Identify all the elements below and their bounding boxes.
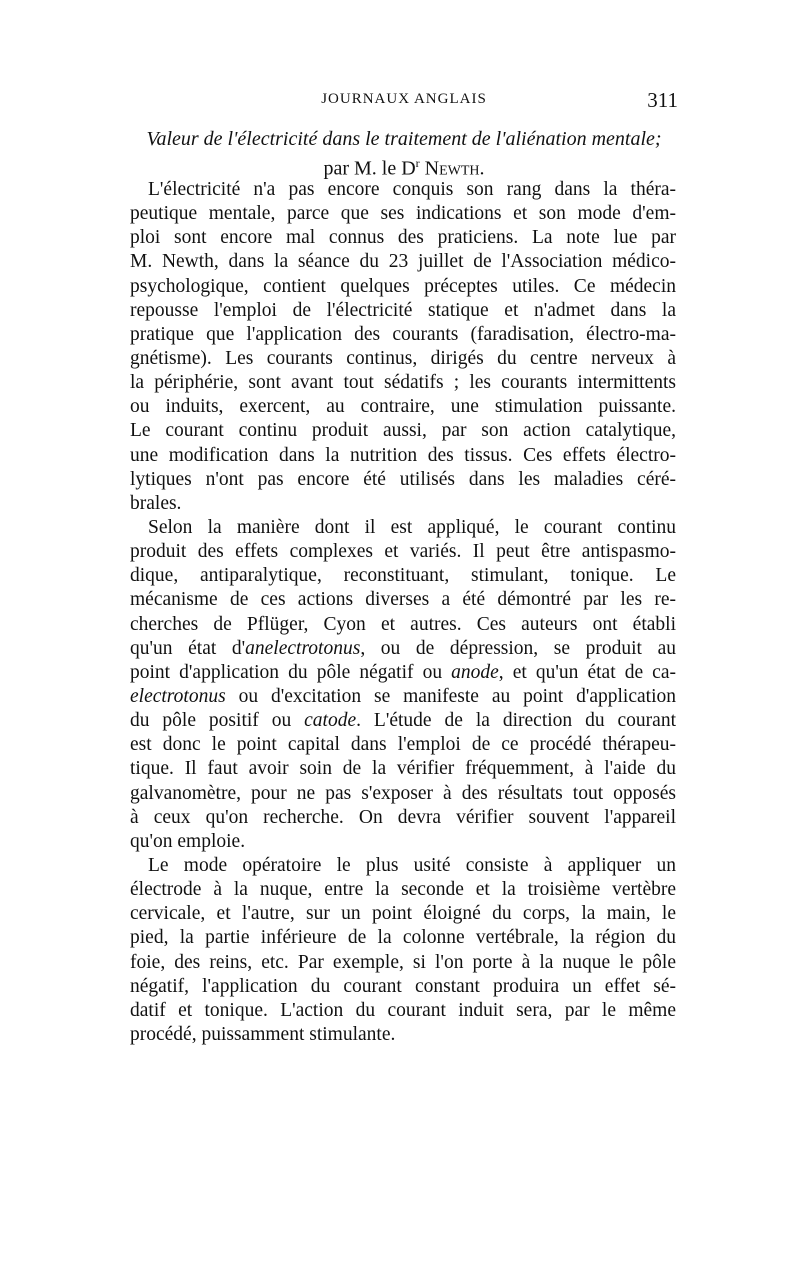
text-line: M. Newth, dans la séance du 23 juillet de l'Association médico- [130, 251, 676, 273]
running-head [130, 88, 678, 112]
text-line: procédé, puissamment stimulante. [130, 1023, 396, 1045]
text-line: Selon la manière dont il est appliqué, le courant continu [148, 516, 676, 538]
text-line: mécanisme de ces actions diverses a été démontré par les re- [130, 589, 676, 611]
text-line: électrode à la nuque, entre la seconde et la troisième vertèbre [130, 879, 676, 901]
text-line: tique. Il faut avoir soin de la vérifier fréquemment, à l'aide du [130, 758, 676, 780]
text-line: dique, antiparalytique, reconstituant, stimulant, tonique. Le [130, 565, 676, 587]
text-line: cherches de Pflüger, Cyon et autres. Ces auteurs ont établi [130, 613, 676, 635]
text-line: la périphérie, sont avant tout sédatifs ; les courants intermittents [130, 372, 676, 394]
text-line: lytiques n'ont pas encore été utilisés dans les maladies céré- [130, 468, 676, 490]
body-text [130, 178, 676, 1047]
text-line: ou induits, exercent, au contraire, une stimulation puissante. [130, 396, 676, 418]
text-line: produit des effets complexes et variés. Il peut être antispasmo- [130, 541, 676, 563]
text-line: cervicale, et l'autre, sur un point éloigné du corps, la main, le [130, 903, 676, 925]
text-line: pied, la partie inférieure de la colonne vertébrale, la région du [130, 927, 676, 949]
byline-superscript: r [415, 156, 420, 170]
text-line: est donc le point capital dans l'emploi de ce procédé thérapeu- [130, 734, 676, 756]
text-line: repousse l'emploi de l'électricité statique et n'admet dans la [130, 299, 676, 321]
article-byline [130, 151, 678, 181]
text-line: du pôle positif ou catode. L'étude de la direction du courant [130, 710, 676, 732]
text-line: L'électricité n'a pas encore conquis son rang dans la théra- [148, 179, 676, 200]
text-line: ploi sont encore mal connus des praticiens. La note lue par [130, 227, 676, 249]
text-line: qu'on emploie. [130, 830, 246, 852]
text-line: electrotonus ou d'excitation se manifeste au point d'application [130, 685, 676, 707]
text-line: brales. [130, 492, 182, 514]
text-line: négatif, l'application du courant constant produira un effet sé- [130, 975, 676, 997]
text-line: point d'application du pôle négatif ou anode, et qu'un état de ca- [130, 661, 676, 683]
text-line: datif et tonique. L'action du courant induit sera, par le même [130, 999, 676, 1021]
running-title: JOURNAUX ANGLAIS [321, 91, 487, 107]
text-line: galvanomètre, pour ne pas s'exposer à des résultats tout opposés [130, 782, 676, 804]
text-line: Le mode opératoire le plus usité consiste à appliquer un [148, 854, 676, 876]
byline-prefix: par M. le D [323, 157, 416, 180]
byline-author: Newth. [424, 157, 485, 180]
text-line: peutique mentale, parce que ses indications et son mode d'em- [130, 203, 676, 225]
text-line: une modification dans la nutrition des tissus. Ces effets électro- [130, 444, 676, 466]
text-line: foie, des reins, etc. Par exemple, si l'on porte à la nuque le pôle [130, 951, 676, 973]
article-title: Valeur de l'électricité dans le traitement de l'aliénation mentale; [146, 128, 662, 150]
text-line: à ceux qu'on recherche. On devra vérifier souvent l'appareil [130, 806, 676, 828]
page-number: 311 [647, 88, 678, 112]
text-line: Le courant continu produit aussi, par son action catalytique, [130, 420, 676, 442]
text-line: psychologique, contient quelques préceptes utiles. Ce médecin [130, 275, 676, 297]
text-line: gnétisme). Les courants continus, dirigés du centre nerveux à [130, 347, 676, 369]
text-line: pratique que l'application des courants (faradisation, électro-ma- [130, 323, 676, 345]
text-line: qu'un état d'anelectrotonus, ou de dépression, se produit au [130, 637, 676, 659]
